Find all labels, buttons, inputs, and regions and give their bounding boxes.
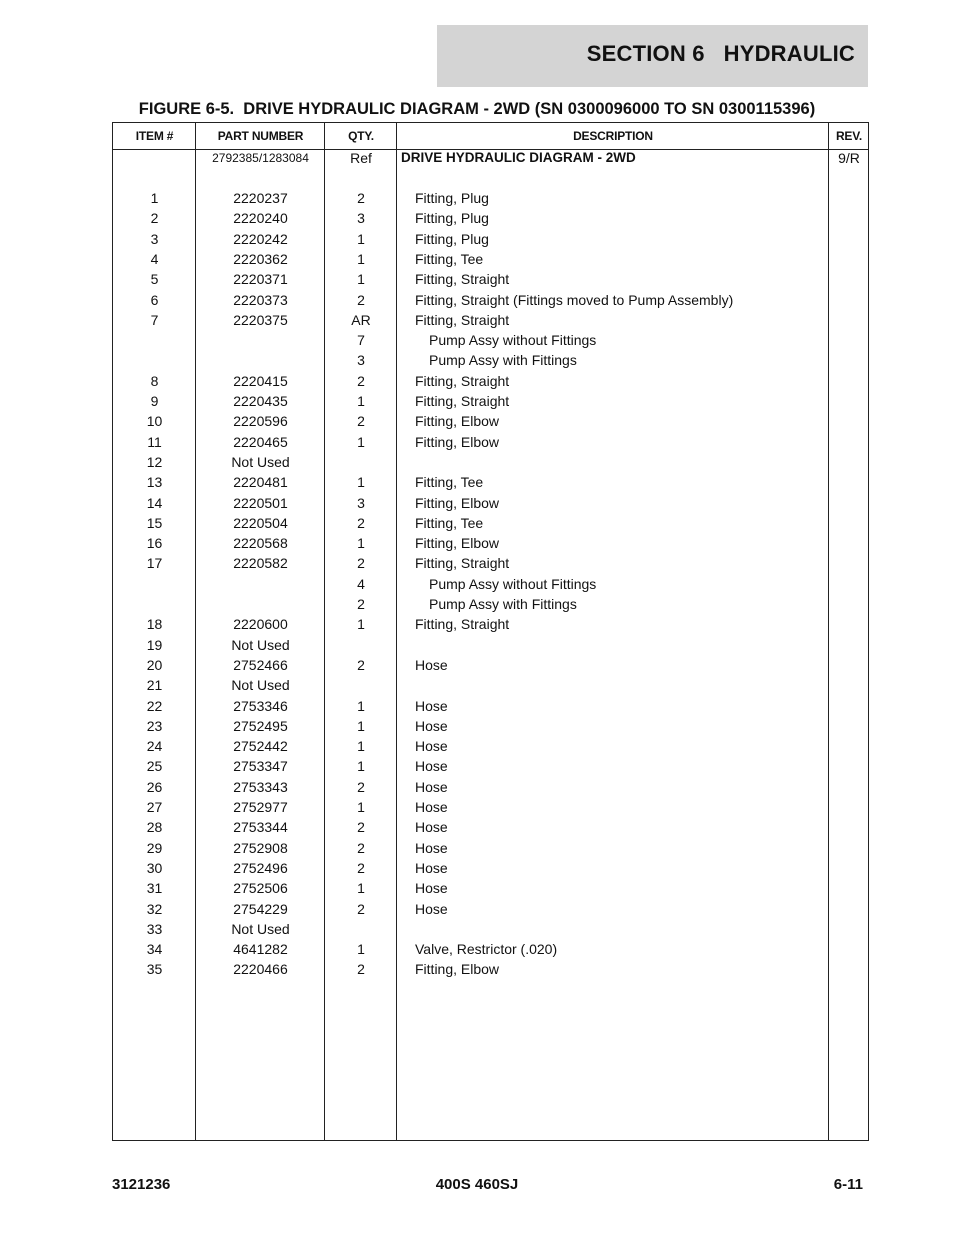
quantity: 1 — [357, 433, 365, 450]
quantity: 1 — [357, 250, 365, 267]
footer-page-number: 6-11 — [833, 1176, 863, 1193]
header-part-number: PART NUMBER — [217, 129, 304, 143]
description: Fitting, Straight (Fittings moved to Pump Assembly) — [415, 291, 734, 308]
part-number: Not Used — [231, 636, 290, 653]
header-item: ITEM # — [135, 129, 174, 143]
table-row — [113, 939, 868, 959]
table-row — [113, 493, 868, 513]
part-number: Not Used — [231, 453, 290, 470]
part-number: 2752495 — [233, 717, 288, 734]
part-number: 2792385/1283084 — [212, 151, 309, 165]
item-number: 9 — [150, 393, 159, 409]
item-number: 32 — [146, 900, 163, 917]
part-number: 2753344 — [233, 819, 288, 836]
item-number: 15 — [146, 514, 163, 531]
table-row — [113, 716, 868, 736]
description: Hose — [415, 697, 448, 714]
table-row — [113, 330, 868, 350]
quantity: 1 — [357, 230, 365, 247]
item-number: 26 — [146, 778, 163, 795]
quantity: 2 — [357, 961, 365, 978]
parts-table — [112, 122, 869, 1141]
item-number: 33 — [146, 920, 163, 937]
table-row — [113, 878, 868, 898]
quantity: 2 — [357, 190, 365, 206]
quantity: 2 — [357, 859, 365, 876]
table-row — [113, 919, 868, 939]
part-number: 2220600 — [233, 616, 288, 633]
description: Pump Assy without Fittings — [429, 575, 597, 592]
part-number: 2220435 — [233, 393, 288, 409]
description: Pump Assy with Fittings — [429, 352, 577, 369]
part-number: 2220596 — [233, 413, 288, 430]
description: Fitting, Tee — [415, 514, 484, 531]
description: Fitting, Elbow — [415, 433, 500, 450]
header-qty: QTY. — [348, 129, 374, 143]
figure-title: FIGURE 6-5. DRIVE HYDRAULIC DIAGRAM - 2WD (SN 0300096000 TO SN 0300115396) — [138, 100, 816, 118]
revision: 9/R — [838, 150, 860, 166]
item-number: 19 — [146, 636, 163, 653]
table-row — [113, 513, 868, 533]
table-row — [113, 391, 868, 411]
part-number: 2753343 — [233, 778, 288, 795]
item-number: 34 — [146, 941, 163, 958]
description: Hose — [415, 819, 448, 836]
item-number: 22 — [146, 697, 163, 714]
table-row — [113, 269, 868, 289]
table-row — [113, 899, 868, 919]
table-row — [113, 736, 868, 756]
section-header-box — [437, 25, 868, 87]
description: Fitting, Plug — [415, 210, 489, 227]
quantity: 1 — [357, 535, 365, 552]
quantity: 1 — [357, 616, 365, 633]
quantity: 2 — [357, 372, 365, 389]
description: Hose — [415, 717, 448, 734]
table-row — [113, 817, 868, 837]
quantity: 1 — [357, 799, 365, 815]
part-number: 2220504 — [233, 514, 288, 531]
item-number: 24 — [146, 738, 163, 755]
table-row — [113, 696, 868, 716]
part-number: Not Used — [231, 920, 290, 937]
footer-document-number: 3121236 — [112, 1176, 171, 1193]
item-number: 14 — [146, 494, 163, 511]
part-number: 2220582 — [233, 555, 288, 572]
item-number: 7 — [150, 311, 159, 328]
description: Hose — [415, 880, 448, 897]
item-number: 16 — [146, 535, 163, 552]
part-number: 2220373 — [233, 291, 288, 308]
footer-model: 400S 460SJ — [435, 1176, 519, 1193]
item-number: 31 — [146, 880, 163, 897]
quantity: 2 — [357, 514, 365, 531]
quantity: 7 — [357, 332, 365, 349]
table-row — [113, 208, 868, 228]
quantity: 1 — [357, 474, 365, 491]
item-number: 8 — [150, 372, 159, 389]
header-description: DESCRIPTION — [573, 129, 653, 143]
table-row — [113, 553, 868, 573]
table-row — [113, 371, 868, 391]
item-number: 4 — [150, 250, 159, 267]
part-number: 2220242 — [233, 230, 288, 247]
item-number: 6 — [150, 291, 159, 308]
item-number: 25 — [146, 758, 163, 775]
description: Fitting, Tee — [415, 250, 484, 267]
description: Hose — [415, 799, 448, 815]
part-number: 2220481 — [233, 474, 288, 491]
quantity: 1 — [357, 717, 365, 734]
table-row — [113, 655, 868, 675]
table-row — [113, 635, 868, 655]
description: Fitting, Tee — [415, 474, 484, 491]
part-number: 2220237 — [233, 190, 288, 206]
part-number: 2220465 — [233, 433, 288, 450]
quantity: 1 — [357, 758, 365, 775]
part-number: 4641282 — [233, 941, 288, 958]
quantity: 2 — [357, 900, 365, 917]
quantity: 2 — [357, 413, 365, 430]
table-row — [113, 777, 868, 797]
part-number: 2754229 — [233, 900, 288, 917]
item-number: 23 — [146, 717, 163, 734]
part-number: 2752506 — [233, 880, 288, 897]
part-number: 2220371 — [233, 271, 288, 288]
description: Pump Assy with Fittings — [429, 596, 577, 612]
description: Hose — [415, 738, 448, 755]
description: Valve, Restrictor (.020) — [415, 941, 558, 958]
table-row — [113, 188, 868, 208]
item-number: 12 — [146, 453, 163, 470]
quantity: 1 — [357, 880, 365, 897]
description: Hose — [415, 656, 448, 673]
quantity: AR — [351, 311, 371, 328]
table-row — [113, 229, 868, 249]
description: Hose — [415, 758, 448, 775]
quantity: 2 — [357, 291, 365, 308]
quantity: 4 — [357, 575, 365, 592]
table-row — [113, 350, 868, 370]
description: Fitting, Straight — [415, 393, 510, 409]
quantity: 2 — [357, 819, 365, 836]
description: Fitting, Elbow — [415, 535, 500, 552]
item-number: 29 — [146, 839, 163, 856]
item-number: 30 — [146, 859, 163, 876]
table-row — [113, 959, 868, 979]
table-row — [113, 756, 868, 776]
table-row — [113, 838, 868, 858]
quantity: 3 — [357, 352, 365, 369]
table-row — [113, 432, 868, 452]
quantity: 1 — [357, 697, 365, 714]
item-number: 11 — [147, 433, 162, 450]
description: Hose — [415, 859, 448, 876]
part-number: Not Used — [231, 677, 290, 694]
item-number: 13 — [146, 474, 163, 491]
item-number: 17 — [146, 555, 163, 572]
table-row — [113, 411, 868, 431]
part-number: 2220568 — [233, 535, 288, 552]
description: DRIVE HYDRAULIC DIAGRAM - 2WD — [401, 150, 636, 165]
table-row — [113, 614, 868, 634]
description: Fitting, Straight — [415, 555, 510, 572]
table-row — [113, 290, 868, 310]
table-row — [113, 249, 868, 269]
description: Fitting, Elbow — [415, 494, 500, 511]
description: Fitting, Plug — [415, 230, 489, 247]
description: Hose — [415, 900, 448, 917]
item-number: 3 — [150, 230, 159, 247]
table-row — [113, 452, 868, 472]
table-row — [113, 533, 868, 553]
item-number: 2 — [150, 210, 159, 227]
description: Hose — [415, 839, 448, 856]
part-number: 2752977 — [233, 799, 288, 815]
description: Pump Assy without Fittings — [429, 332, 597, 349]
part-number: 2220362 — [233, 250, 288, 267]
quantity: 2 — [357, 656, 365, 673]
table-row — [113, 858, 868, 878]
table-row — [113, 675, 868, 695]
part-number: 2220466 — [233, 961, 288, 978]
table-row — [113, 310, 868, 330]
part-number: 2752442 — [233, 738, 288, 755]
quantity: 2 — [357, 839, 365, 856]
description: Fitting, Straight — [415, 372, 510, 389]
item-number: 5 — [150, 271, 159, 288]
quantity: 2 — [357, 778, 365, 795]
quantity: 2 — [357, 596, 365, 612]
part-number: 2220240 — [233, 210, 288, 227]
table-row-reference — [113, 148, 868, 168]
quantity: 1 — [357, 941, 365, 958]
item-number: 27 — [146, 799, 163, 815]
part-number: 2752908 — [233, 839, 288, 856]
quantity: 1 — [357, 393, 365, 409]
quantity: 2 — [357, 555, 365, 572]
part-number: 2220501 — [233, 494, 288, 511]
item-number: 21 — [146, 677, 163, 694]
description: Fitting, Straight — [415, 271, 510, 288]
header-rev: REV. — [835, 129, 863, 143]
quantity: 1 — [357, 271, 365, 288]
part-number: 2753346 — [233, 697, 288, 714]
table-row — [113, 797, 868, 817]
table-row — [113, 594, 868, 614]
part-number: 2752466 — [233, 656, 288, 673]
item-number: 35 — [146, 961, 163, 978]
table-row — [113, 472, 868, 492]
description: Hose — [415, 778, 448, 795]
quantity: 3 — [357, 494, 365, 511]
description: Fitting, Straight — [415, 616, 510, 633]
quantity: 1 — [357, 738, 365, 755]
description: Fitting, Elbow — [415, 413, 500, 430]
description: Fitting, Plug — [415, 190, 489, 206]
section-title: SECTION 6 HYDRAULIC — [586, 41, 855, 66]
quantity: Ref — [350, 150, 372, 166]
table-row — [113, 574, 868, 594]
quantity: 3 — [357, 210, 365, 227]
item-number: 18 — [146, 616, 163, 633]
part-number: 2220415 — [233, 372, 288, 389]
item-number: 28 — [146, 819, 163, 836]
description: Fitting, Straight — [415, 311, 510, 328]
part-number: 2220375 — [233, 311, 288, 328]
part-number: 2752496 — [233, 859, 288, 876]
item-number: 1 — [150, 190, 159, 206]
item-number: 20 — [146, 656, 163, 673]
part-number: 2753347 — [233, 758, 288, 775]
description: Fitting, Elbow — [415, 961, 500, 978]
item-number: 10 — [146, 413, 163, 430]
